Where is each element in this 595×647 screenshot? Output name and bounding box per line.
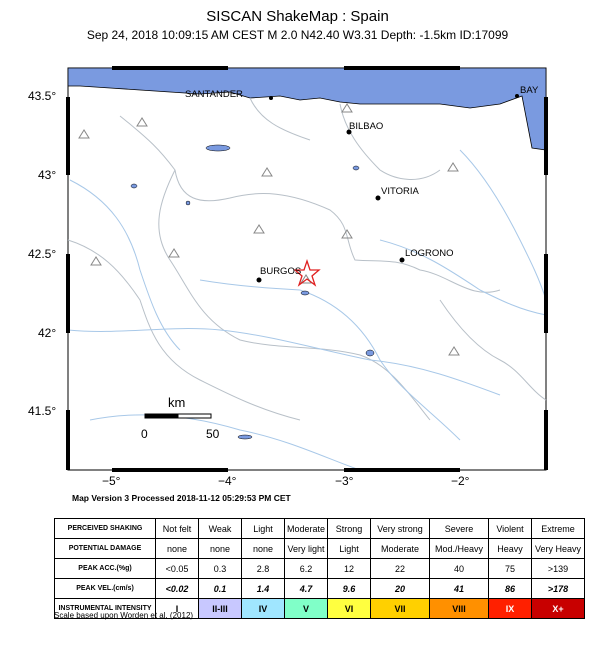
legend-cell: Extreme xyxy=(532,519,585,539)
scale-title: km xyxy=(168,395,186,410)
scale-end: 50 xyxy=(206,427,220,441)
lat-label: 43.5° xyxy=(28,89,57,103)
legend-row-acc xyxy=(55,559,585,579)
legend-cell: none xyxy=(242,539,285,559)
legend-cell: Moderate xyxy=(371,539,430,559)
map-title: SISCAN ShakeMap : Spain xyxy=(206,8,389,25)
legend-header: INSTRUMENTAL INTENSITY xyxy=(55,599,156,619)
lon-label: −3° xyxy=(335,474,354,488)
legend-cell: Light xyxy=(328,539,371,559)
legend-cell: >178 xyxy=(532,579,585,599)
legend-cell: 0.3 xyxy=(199,559,242,579)
legend-header: PEAK ACC.(%g) xyxy=(55,559,156,579)
legend-cell: 86 xyxy=(489,579,532,599)
legend-row-shaking xyxy=(55,519,585,539)
legend-cell: 9.6 xyxy=(328,579,371,599)
scale-start: 0 xyxy=(141,427,148,441)
legend-cell: Very Heavy xyxy=(532,539,585,559)
intensity-cell: IX xyxy=(489,599,532,619)
intensity-legend xyxy=(54,518,585,619)
legend-cell: 12 xyxy=(328,559,371,579)
legend-cell: 20 xyxy=(371,579,430,599)
city-label: BAY xyxy=(520,85,539,96)
legend-cell: Very light xyxy=(285,539,328,559)
legend-cell: Very strong xyxy=(371,519,430,539)
intensity-cell: I xyxy=(156,599,199,619)
legend-cell: 22 xyxy=(371,559,430,579)
legend-cell: 75 xyxy=(489,559,532,579)
legend-cell: none xyxy=(156,539,199,559)
legend-header: PEAK VEL.(cm/s) xyxy=(55,579,156,599)
intensity-cell: VII xyxy=(371,599,430,619)
legend-cell: <0.05 xyxy=(156,559,199,579)
lat-label: 42° xyxy=(38,326,57,340)
city-label: BILBAO xyxy=(349,121,384,132)
intensity-cell: VI xyxy=(328,599,371,619)
legend-cell: 2.8 xyxy=(242,559,285,579)
event-details: Sep 24, 2018 10:09:15 AM CEST M 2.0 N42.40 W3.31 Depth: -1.5km ID:17099 xyxy=(86,28,509,42)
legend-cell: 40 xyxy=(430,559,489,579)
legend-cell: 0.1 xyxy=(199,579,242,599)
city-label: VITORIA xyxy=(381,186,419,197)
city-label: BURGOS xyxy=(260,266,302,277)
intensity-cell: VIII xyxy=(430,599,489,619)
legend-cell: Light xyxy=(242,519,285,539)
intensity-cell: V xyxy=(285,599,328,619)
legend-cell: Violent xyxy=(489,519,532,539)
legend-row-damage xyxy=(55,539,585,559)
lon-label: −4° xyxy=(218,474,237,488)
lon-label: −5° xyxy=(102,474,121,488)
legend-cell: 4.7 xyxy=(285,579,328,599)
legend-cell: Not felt xyxy=(156,519,199,539)
city-label: LOGRONO xyxy=(405,248,454,259)
legend-header: POTENTIAL DAMAGE xyxy=(55,539,156,559)
legend-cell: Severe xyxy=(430,519,489,539)
intensity-cell: X+ xyxy=(532,599,585,619)
legend-cell: Weak xyxy=(199,519,242,539)
lat-label: 43° xyxy=(38,168,57,182)
city-label: SANTANDER xyxy=(185,89,243,100)
legend-cell: >139 xyxy=(532,559,585,579)
legend-cell: Mod./Heavy xyxy=(430,539,489,559)
intensity-cell: II-III xyxy=(199,599,242,619)
legend-row-vel xyxy=(55,579,585,599)
legend-cell: 1.4 xyxy=(242,579,285,599)
legend-cell: 41 xyxy=(430,579,489,599)
legend-cell: 6.2 xyxy=(285,559,328,579)
scale-note: Scale based upon Worden et al. (2012) xyxy=(54,611,194,620)
legend-header: PERCEIVED SHAKING xyxy=(55,519,156,539)
legend-cell: <0.02 xyxy=(156,579,199,599)
legend-cell: Moderate xyxy=(285,519,328,539)
lat-label: 42.5° xyxy=(28,247,57,261)
legend-cell: Heavy xyxy=(489,539,532,559)
lat-label: 41.5° xyxy=(28,404,57,418)
version-text: Map Version 3 Processed 2018-11-12 05:29:53 PM CET xyxy=(72,493,291,503)
scale-bar xyxy=(145,414,211,418)
legend-cell: Strong xyxy=(328,519,371,539)
intensity-cell: IV xyxy=(242,599,285,619)
lon-label: −2° xyxy=(451,474,470,488)
legend-cell: none xyxy=(199,539,242,559)
